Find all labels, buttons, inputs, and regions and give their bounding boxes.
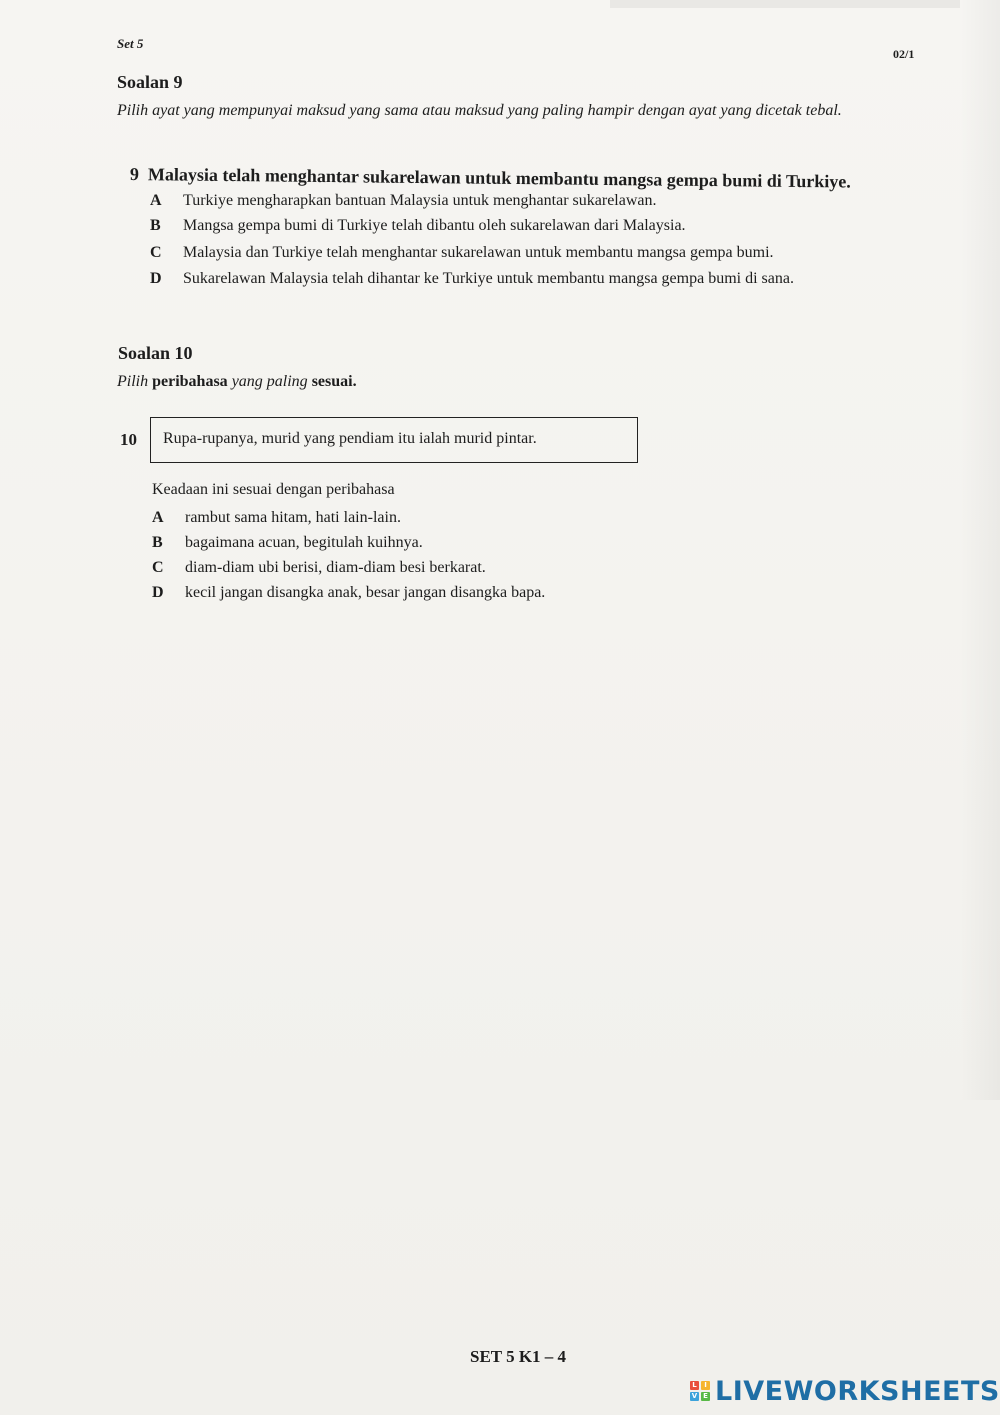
option-letter: C xyxy=(152,559,164,576)
question-10-lead: Keadaan ini sesuai dengan peribahasa xyxy=(152,481,395,498)
option-b[interactable] xyxy=(152,532,752,554)
option-text: diam-diam ubi berisi, diam-diam besi berkarat. xyxy=(185,559,486,576)
question-number: 10 xyxy=(120,430,137,449)
logo-cell: I xyxy=(701,1381,710,1390)
option-text: Sukarelawan Malaysia telah dihantar ke Turkiye untuk membantu mangsa gempa bumi di sana. xyxy=(183,270,794,287)
option-letter: C xyxy=(150,244,162,261)
option-letter: B xyxy=(152,534,163,551)
option-d[interactable] xyxy=(152,582,752,604)
option-text: Malaysia dan Turkiye telah menghantar sukarelawan untuk membantu mangsa gempa bumi. xyxy=(183,244,774,261)
question-text: Malaysia telah menghantar sukarelawan untuk membantu mangsa gempa bumi di Turkiye. xyxy=(147,164,851,192)
logo-cell: E xyxy=(701,1392,710,1401)
instruction-part: peribahasa xyxy=(152,373,228,390)
option-text: Turkiye mengharapkan bantuan Malaysia untuk menghantar sukarelawan. xyxy=(183,192,657,209)
option-letter: D xyxy=(152,584,164,601)
option-letter: D xyxy=(150,270,162,287)
instruction-q10 xyxy=(117,371,925,393)
option-letter: A xyxy=(150,192,162,209)
logo-cell: L xyxy=(690,1381,699,1390)
logo-cell: V xyxy=(691,1392,698,1400)
option-c[interactable] xyxy=(152,557,752,579)
instruction-part: sesuai. xyxy=(311,373,357,390)
boxed-sentence: Rupa-rupanya, murid yang pendiam itu ialah murid pintar. xyxy=(150,417,638,463)
section-title-q9: Soalan 9 xyxy=(117,72,183,92)
set-label: Set 5 xyxy=(117,36,144,51)
option-a[interactable] xyxy=(152,507,752,529)
liveworksheets-brand[interactable] xyxy=(690,1374,1000,1408)
option-text: rambut sama hitam, hati lain-lain. xyxy=(185,509,401,526)
paper-edge-shadow xyxy=(610,0,960,8)
option-letter: A xyxy=(152,509,164,526)
option-text: kecil jangan disangka anak, besar jangan disangka bapa. xyxy=(185,584,546,601)
option-b[interactable] xyxy=(150,215,930,237)
option-a[interactable] xyxy=(150,190,930,212)
option-c[interactable] xyxy=(150,242,930,264)
option-text: bagaimana acuan, begitulah kuihnya. xyxy=(185,534,423,551)
liveworksheets-logo-icon xyxy=(690,1381,710,1401)
page-footer: SET 5 K1 – 4 xyxy=(470,1347,567,1366)
question-number: 9 xyxy=(129,164,139,185)
instruction-q9: Pilih ayat yang mempunyai maksud yang sama atau maksud yang paling hampir dengan ayat yang dicetak tebal. xyxy=(117,102,842,119)
instruction-part: yang paling xyxy=(231,373,308,390)
question-9-stem xyxy=(130,164,930,193)
option-d[interactable] xyxy=(150,268,930,314)
paper-code: 02/1 xyxy=(893,47,915,61)
brand-name: LIVEWORKSHEETS xyxy=(715,1375,1000,1407)
option-text: Mangsa gempa bumi di Turkiye telah dibantu oleh sukarelawan dari Malaysia. xyxy=(183,217,686,234)
section-title-q10: Soalan 10 xyxy=(118,343,193,363)
paper-edge-shadow xyxy=(960,0,1000,1100)
instruction-part: Pilih xyxy=(117,373,149,390)
option-letter: B xyxy=(150,217,161,234)
